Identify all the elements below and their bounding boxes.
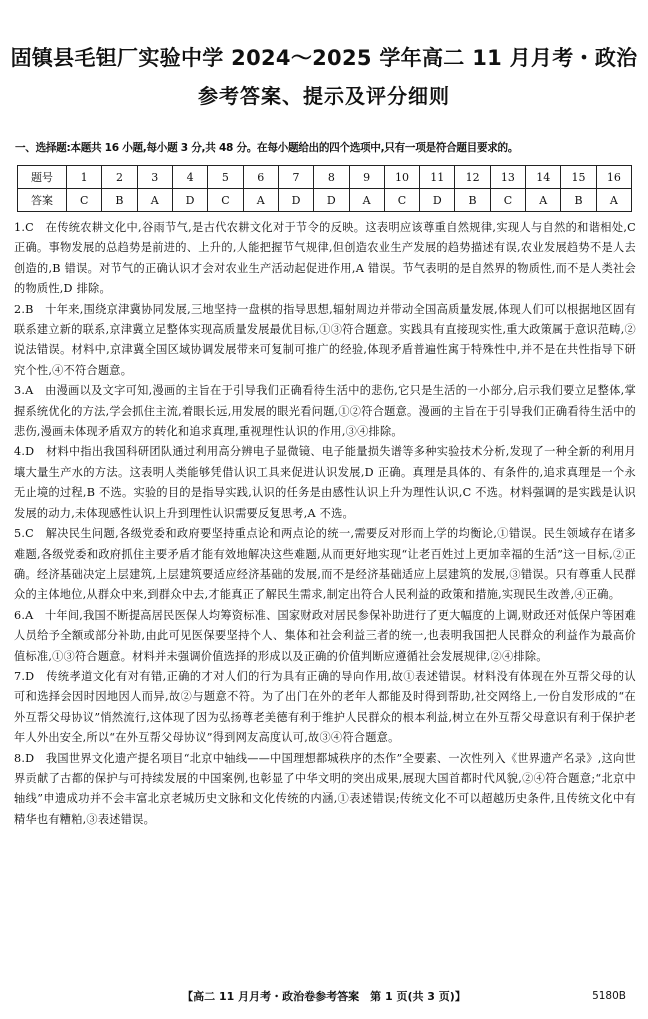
page-subtitle: 参考答案、提示及评分细则 (198, 84, 450, 108)
answer-cell: D (314, 189, 349, 212)
answer-cell: C (384, 189, 419, 212)
question-number: 6 (243, 166, 278, 189)
explanation-item: 8.D 我国世界文化遗产提名项目“北京中轴线——中国理想都城秩序的杰作”全要素、一次性列入《世界遗产名录》,这向世界贡献了古都的保护与可持续发展的中国案例,也彰显了中华文明的突出成果,展现大国首都时代风貌,②④符合题意;“北京中轴线”申遗成功并不会丰富北京老城历史文脉和文化传统的内涵,①表述错误;传统文化不可以超越历史条件,且传统文化中有精华也有糟粕,③表述错误。 (14, 751, 636, 826)
question-number: 4 (172, 166, 207, 189)
question-number: 2 (102, 166, 137, 189)
explanation-item: 1.C 在传统农耕文化中,谷雨节气,是古代农耕文化对于节令的反映。这表明应该尊重自然规律,实现人与自然的和谐相处,C 正确。事物发展的总趋势是前进的、上升的,人能把握节气规律,但创造农业生产发展的趋势描述有误,农业发展趋势不是人去创造的,B 错误。对节气的正确认识才会对农业生产活动起促进作用,A 错误。节气表明的是自然界的物质性,而不是人类社会的物质性,D 排除。 (14, 221, 636, 296)
answer-cell: D (172, 189, 207, 212)
explanation-item: 7.D 传统孝道文化有对有错,正确的才对人们的行为具有正确的导向作用,故①表述错误。材料没有体现在外互帮父母的认可和选择会因时因地因人而异,故②与题意不符。为了出门在外的老年人都能及时得到帮助,社交网络上,一份自发形成的“在外互帮父母协议”悄然流行,这体现了因为弘扬尊老美德有利于维护人民群众的根本利益,树立在外互帮父母意识有利于保护老年人外出安全,所以“在外互帮父母协议”得到网友高度认可,故③④符合题意。 (14, 669, 636, 745)
explanations (14, 218, 636, 830)
answer-cell: C (208, 189, 243, 212)
row-label-number: 题号 (18, 166, 67, 189)
question-number: 16 (596, 166, 631, 189)
explanation-item: 3.A 由漫画以及文字可知,漫画的主旨在于引导我们正确看待生活中的悲伤,它只是生活的一小部分,启示我们要立足整体,掌握系统优化的方法,学会抓住主流,着眼长远,用发展的眼光看问题,①②符合题意。漫画的主旨在于引导我们正确看待生活中的悲伤,漫画未体现矛盾双方的转化和追求真理,重视理性认识的作用,③④排除。 (14, 384, 636, 439)
answer-cell: A (137, 189, 172, 212)
answer-cell: C (490, 189, 525, 212)
question-number: 3 (137, 166, 172, 189)
page-title: 固镇县毛钽厂实验中学 2024～2025 学年高二 11 月月考・政治 (10, 46, 638, 70)
question-number: 14 (526, 166, 561, 189)
answer-cell: B (102, 189, 137, 212)
question-number: 1 (67, 166, 102, 189)
explanation-item: 6.A 十年间,我国不断提高居民医保人均筹资标准、国家财政对居民参保补助进行了更大幅度的上调,财政还对低保户等困难人员给予全额或部分补助,由此可见医保要坚持个人、集体和社会利益三者的统一,也表明我国把人民群众的利益作为最高价值标准,①③符合题意。材料并未强调价值选择的形成以及正确的价值判断应遵循社会发展规律,②④排除。 (14, 608, 636, 663)
question-number: 13 (490, 166, 525, 189)
answer-cell: D (420, 189, 455, 212)
question-number-row (18, 166, 632, 189)
answer-cell: A (596, 189, 631, 212)
question-number: 8 (314, 166, 349, 189)
question-number: 15 (561, 166, 596, 189)
answer-cell: B (561, 189, 596, 212)
section-instruction: 一、选择题:本题共 16 小题,每小题 3 分,共 48 分。在每小题给出的四个选项中,只有一项是符合题目要求的。 (15, 142, 519, 154)
answer-row (18, 189, 632, 212)
answer-table (17, 165, 632, 212)
explanation-item: 4.D 材料中指出我国科研团队通过利用高分辨电子显微镜、电子能量损失谱等多种实验技术分析,发现了一种全新的利用月壤大量生产水的方法。这表明人类能够凭借认识工具来促进认识发展,D 正确。真理是具体的、有条件的,追求真理是一个永无止境的过程,B 不选。实验的目的是指导实践,认识的任务是由感性认识上升为理性认识,C 不选。材料强调的是实践是认识发展的动力,未体现感性认识上升到理性认识需要反复思考,A 不选。 (14, 445, 636, 520)
answer-cell: D (278, 189, 313, 212)
answer-cell: A (243, 189, 278, 212)
page-footer: 【高二 11 月月考・政治卷参考答案 第 1 页(共 3 页)】 (182, 990, 466, 1003)
paper-code: 5180B (592, 990, 626, 1002)
explanation-item: 2.B 十年来,围绕京津冀协同发展,三地坚持一盘棋的指导思想,辐射周边并带动全国高质量发展,体现人们可以根据地区固有联系建立新的联系,京津冀立足整体实现高质量发展最优目标,①③符合题意。实践具有直接现实性,重大政策属于意识范畴,②说法错误。材料中,京津冀全国区域协调发展带来可复制可推广的经验,体现矛盾普遍性寓于特殊性中,并不是在共性指导下研究个性,④不符合题意。 (14, 302, 636, 377)
row-label-answer: 答案 (18, 189, 67, 212)
question-number: 9 (349, 166, 384, 189)
question-number: 11 (420, 166, 455, 189)
answer-cell: A (349, 189, 384, 212)
question-number: 12 (455, 166, 490, 189)
explanation-item: 5.C 解决民生问题,各级党委和政府要坚持重点论和两点论的统一,需要反对形而上学的均衡论,①错误。民生领域存在诸多难题,各级党委和政府抓住主要矛盾才能有效地解决这些难题,从而更好地实现“让老百姓过上更加幸福的生活”这一目标,②正确。经济基础决定上层建筑,上层建筑要适应经济基础的发展,而不是经济基础适应上层建筑的发展,③错误。只有尊重人民群众的主体地位,从群众中来,到群众中去,才能真正了解民生需求,制定出符合人民利益的政策和措施,实现民生改善,④正确。 (14, 527, 636, 602)
question-number: 10 (384, 166, 419, 189)
answer-cell: A (526, 189, 561, 212)
answer-cell: B (455, 189, 490, 212)
answer-cell: C (67, 189, 102, 212)
question-number: 5 (208, 166, 243, 189)
question-number: 7 (278, 166, 313, 189)
